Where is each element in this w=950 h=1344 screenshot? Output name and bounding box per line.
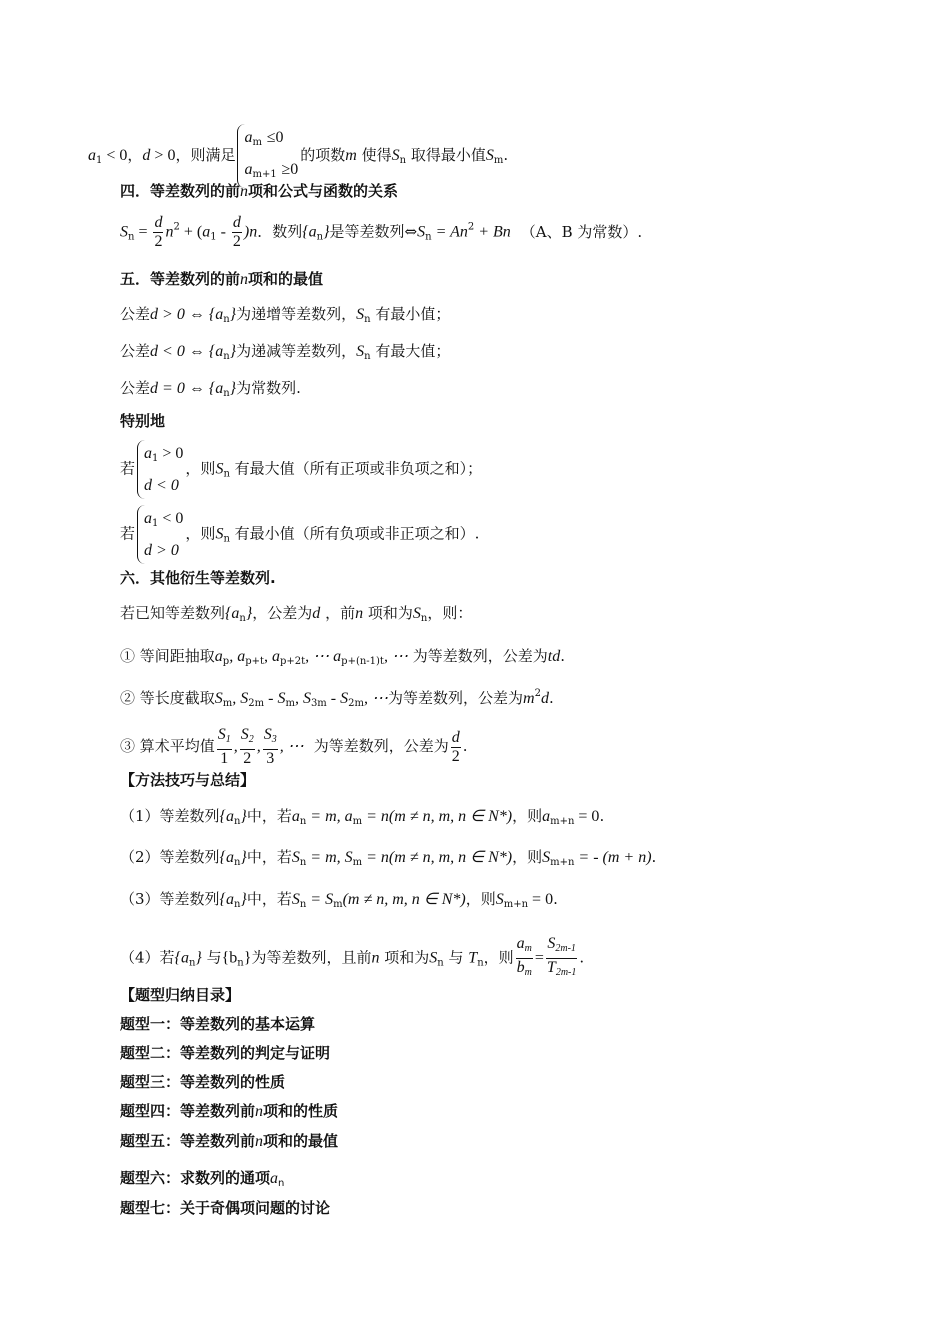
m3-then: ，则	[465, 890, 496, 908]
sup-2: 2	[173, 221, 180, 233]
case2-system: $a_1 < 0$ d > 0	[137, 505, 183, 564]
m3-cond: = S	[306, 891, 334, 908]
condition-system: $a_m \le 0$ $a_{m+1} \ge 0$	[237, 124, 298, 188]
section4-heading	[120, 181, 398, 202]
m2-end: .	[651, 848, 657, 866]
catalog-item-4-suffix: 项和的性质	[263, 1102, 339, 1120]
text-then-satisfy: ，则满足	[175, 146, 236, 164]
s5-line-1: 公差d > 0 ⇔ $\{a_n\}$为递增等差数列，$S_n$ 有最小值；	[120, 305, 451, 325]
sys-le0: ≤0	[266, 129, 284, 146]
m2-mid: 中，若	[246, 848, 292, 866]
text-min-value: 取得最小值	[410, 146, 486, 164]
s6-i1-td: td	[547, 648, 561, 665]
m4-mid2: 项和为	[384, 948, 430, 967]
case1-dlt0: d < 0	[144, 477, 179, 494]
m4-pre: （4）若	[120, 948, 175, 967]
sub-1: 1	[96, 155, 103, 166]
s4-heading-post: 项和公式与函数的关系	[248, 182, 399, 200]
comma: ，	[127, 146, 143, 164]
section5-heading	[120, 269, 323, 290]
s5-case-1: 若 $a_1 > 0$ d < 0 ，则$S_n$ 有最大值（所有正项或非负项之和）；	[120, 440, 482, 499]
s5-l2-post: 为递减等差数列，	[236, 342, 357, 360]
close-n: )n	[243, 223, 258, 241]
math-a1: a	[88, 147, 96, 164]
m2-pre: （2）等差数列	[120, 848, 220, 866]
s6-i3-pre: ③ 算术平均值	[120, 737, 215, 755]
math-a1: a	[202, 223, 211, 241]
s6-intro-d: d	[312, 605, 321, 622]
section4-formula-line: $S_n$ = $\frac{d}{2}$ $n^2 + (a_1$ - $\frac{d}{2}$ )n．数列$\{a_n\}$是等差数列$\Leftrightarrow S_n = An^2 + Bn$ （A、B 为常数）.	[120, 214, 643, 250]
catalog-item-4	[120, 1101, 338, 1122]
s6-i2-pre: ② 等长度截取	[120, 689, 215, 707]
s5-l2-tail: 有最大值；	[375, 342, 451, 360]
methods-heading: 【方法技巧与总结】	[120, 771, 256, 789]
text-sequence: ．数列	[257, 222, 303, 241]
math-d: d	[142, 147, 151, 164]
catalog-item-5-suffix: 项和的最值	[263, 1132, 339, 1150]
s5-line-3: 公差d = 0 ⇔ $\{a_n\}$为常数列.	[120, 379, 301, 399]
s6-intro-end: ，则：	[427, 604, 473, 622]
s5-heading-n: n	[240, 271, 249, 288]
m4-bn: {b	[221, 949, 238, 967]
eq: =	[134, 223, 152, 241]
section6-heading: 六．其他衍生等差数列.	[120, 569, 276, 587]
case2-then: ，则	[185, 524, 216, 543]
m2-then: ，则	[512, 848, 543, 866]
sub-m: m	[493, 155, 504, 166]
catalog-item-3: 题型三：等差数列的性质	[120, 1073, 286, 1091]
m1-res: = 0	[574, 808, 600, 825]
catalog-item-5-pre: 题型五：等差数列前	[120, 1132, 256, 1150]
sub-n: n	[399, 155, 407, 166]
fraction-d-over-2	[153, 214, 163, 251]
s5-line-2: 公差d < 0 ⇔ $\{a_n\}$为递减等差数列，$S_n$ 有最大值；	[120, 342, 451, 362]
m3-pre: （3）等差数列	[120, 890, 220, 908]
s6-i1-dot: .	[560, 647, 565, 665]
s6-intro-pre: 若已知等差数列	[120, 604, 226, 622]
rhs-An: = An	[431, 223, 468, 241]
m4-yu2: 与	[448, 948, 464, 967]
text-constants: （A、B 为常数）.	[520, 222, 643, 241]
s5-l2-pre: 公差	[120, 342, 151, 360]
s5-heading-post: 项和的最值	[248, 270, 324, 288]
catalog-item-6-pre: 题型六：求数列的通项	[120, 1169, 271, 1187]
s6-intro-n: n	[355, 605, 364, 622]
ruo-2: 若	[120, 524, 136, 543]
catalog-item-2: 题型二：等差数列的判定与证明	[120, 1044, 331, 1062]
m4-mid: 为等差数列，且前	[251, 948, 372, 967]
m3-cond2: (m ≠ n, m, n ∈ N*)	[342, 891, 466, 908]
s5-l2-math: d < 0 ⇔ {a	[150, 343, 224, 360]
m1-mid: 中，若	[246, 807, 292, 825]
sys-ge0: ≥0	[281, 161, 299, 178]
s6-i2-m: m	[523, 690, 535, 707]
s5-l3-pre: 公差	[120, 379, 151, 397]
catalog-item-4-pre: 题型四：等差数列前	[120, 1102, 256, 1120]
m2-cond2: = n(m ≠ n, m, n ∈ N*)	[362, 849, 513, 866]
method-1: （1）等差数列$\{a_n\}$中，若$a_n = m$, $a_m = n(m \ne n$, m, n ∈ N*)，则$a_{m+n} = 0$.	[120, 807, 605, 827]
s6-i1-post: 为等差数列，公差为	[412, 647, 548, 665]
s5-heading-pre: 五．等差数列的前	[120, 270, 241, 288]
m1-end: .	[599, 807, 605, 825]
minus: -	[216, 223, 230, 241]
m2-cond: = m, S	[306, 849, 353, 866]
s6-i3-dot: .	[462, 737, 468, 755]
math-m: m	[345, 147, 357, 164]
m3-end: .	[553, 890, 558, 908]
rhs-Bn: + Bn	[474, 223, 511, 241]
s4-heading-pre: 四．等差数列的前	[120, 182, 241, 200]
s6-item-2: ② 等长度截取$S_m$, $S_{2m} - S_m$, $S_{3m} - S_{2m}$, ⋯为等差数列，公差为$m^2d$.	[120, 688, 554, 709]
frac-den-2: 2	[154, 233, 163, 250]
s6-intro-mid: ，公差为	[252, 604, 313, 622]
catalog-item-5: 题型五：等差数列前n项和的最值	[120, 1132, 339, 1150]
m4-end: .	[579, 948, 585, 967]
s6-item-1: ① 等间距抽取$a_p$, $a_{p+t}$, $a_{p+2t}$, ⋯ $a_{p+(n-1)t}$, ⋯ 为等差数列，公差为td.	[120, 647, 565, 667]
case1-then: ，则	[185, 459, 216, 478]
set-an: {a	[302, 223, 317, 241]
catalog-item-6	[120, 1168, 284, 1194]
m4-T: T	[468, 949, 478, 967]
s5-l1-tail: 有最小值；	[375, 305, 451, 323]
catalog-item-4-n: n	[255, 1103, 264, 1120]
s5-l3-post: 为常数列.	[236, 379, 301, 397]
sys-a: a	[244, 129, 253, 146]
s6-intro: 若已知等差数列$\{a_n\}$，公差为d ，前n 项和为$S_n$，则：	[120, 604, 473, 624]
s6-i2-dot: .	[548, 689, 554, 707]
s5-l1-math: d > 0 ⇔ {a	[150, 306, 224, 323]
case1-end: 有最大值（所有正项或非负项之和）；	[234, 459, 483, 478]
period: .	[503, 146, 509, 164]
catalog-item-6-a: a	[270, 1170, 279, 1187]
catalog-item-1: 题型一：等差数列的基本运算	[120, 1015, 316, 1033]
m1-then: ，则	[512, 807, 543, 825]
plus-open: + (	[179, 223, 203, 241]
s5-case-2: 若 $a_1 < 0$ d > 0 ，则$S_n$ 有最小值（所有负项或非正项之和）.	[120, 505, 479, 564]
set-close: }	[323, 223, 330, 241]
method-2: （2）等差数列$\{a_n\}$中，若$S_n = m$, $S_m = n(m \ne n$, m, n ∈ N*)，则$S_{m+n}$ = - (m + n).	[120, 848, 657, 868]
m4-yu: 与	[206, 948, 222, 967]
sys-sub-m: m	[252, 137, 262, 148]
math-n: n	[165, 223, 174, 241]
s6-intro-mid2: ，前	[325, 604, 356, 622]
m1-cond2: = n(m ≠ n, m, n ∈ N*)	[362, 808, 513, 825]
s4-heading-n: n	[240, 183, 249, 200]
case1-system: $a_1 > 0$ d < 0	[137, 440, 183, 499]
fraction-d-over-2-b: $\frac{d}{2}$	[232, 214, 241, 250]
m4-n: n	[371, 949, 380, 967]
s6-i2-post: 为等差数列，公差为	[387, 689, 523, 707]
math-S: S	[391, 147, 400, 164]
s5-l1-post: 为递增等差数列，	[236, 305, 357, 323]
case2-dgt0: d > 0	[144, 542, 179, 559]
m4-then: ，则	[483, 948, 514, 967]
math-lt0: < 0	[102, 147, 128, 164]
case1-gt0: > 0	[158, 445, 184, 462]
s6-i1-a: a	[214, 648, 223, 665]
m3-mid: 中，若	[246, 890, 292, 908]
text-term-count: 的项数	[300, 146, 346, 164]
case2-lt0: < 0	[158, 510, 184, 527]
method-3: （3）等差数列$\{a_n\}$中，若$S_n = S_m(m \ne n$, m, n ∈ N*)，则$S_{m+n} = 0$.	[120, 890, 558, 910]
case2-end: 有最小值（所有负项或非正项之和）.	[234, 524, 480, 543]
text-make: 使得	[361, 146, 392, 164]
m2-res: = - (m + n)	[574, 849, 652, 866]
math-gt0: > 0	[150, 147, 176, 164]
s6-item-3: ③ 算术平均值 $\frac{S1}{1}$ , $\frac{S2}{2}$ , $\frac{S3}{3}$ , ⋯ 为等差数列，公差为 $\frac{d}{2}$ .	[120, 726, 468, 767]
s6-intro-mid3: 项和为	[367, 604, 413, 622]
catalog-heading: 【题型归纳目录】	[120, 986, 241, 1004]
frac-num-d: d	[154, 214, 163, 231]
s5-l3-math: d = 0 ⇔ {a	[150, 380, 224, 397]
m1-pre: （1）等差数列	[120, 807, 220, 825]
text-iff: 是等差数列⇔	[329, 222, 418, 241]
m3-res: = 0	[528, 891, 554, 908]
sys-sub-m1: m+1	[252, 169, 277, 180]
s6-i3-post: 为等差数列，公差为	[313, 737, 449, 755]
top-condition-line: $a_1 < 0$，d > 0，则满足 $a_m \le 0$ $a_{m+1} \ge 0$ 的项数m 使得$S_n$ 取得最小值$S_m$.	[88, 124, 508, 188]
catalog-item-6-sub: n	[278, 1178, 285, 1189]
m1-cond: = m, a	[306, 808, 353, 825]
s6-i1-pre: ① 等间距抽取	[120, 647, 215, 665]
catalog-item-7: 题型七：关于奇偶项问题的讨论	[120, 1199, 331, 1217]
special-heading: 特别地	[120, 412, 166, 430]
method-4: （4）若$\{a_n\}$ 与$\{b_n\}$为等差数列，且前n 项和为$S_n$ 与 $T_n$，则 $\frac{am}{bm}$ = $\frac{S2m-1}{T2m-1}$ .	[120, 935, 585, 978]
ruo: 若	[120, 459, 136, 478]
s5-l1-pre: 公差	[120, 305, 151, 323]
